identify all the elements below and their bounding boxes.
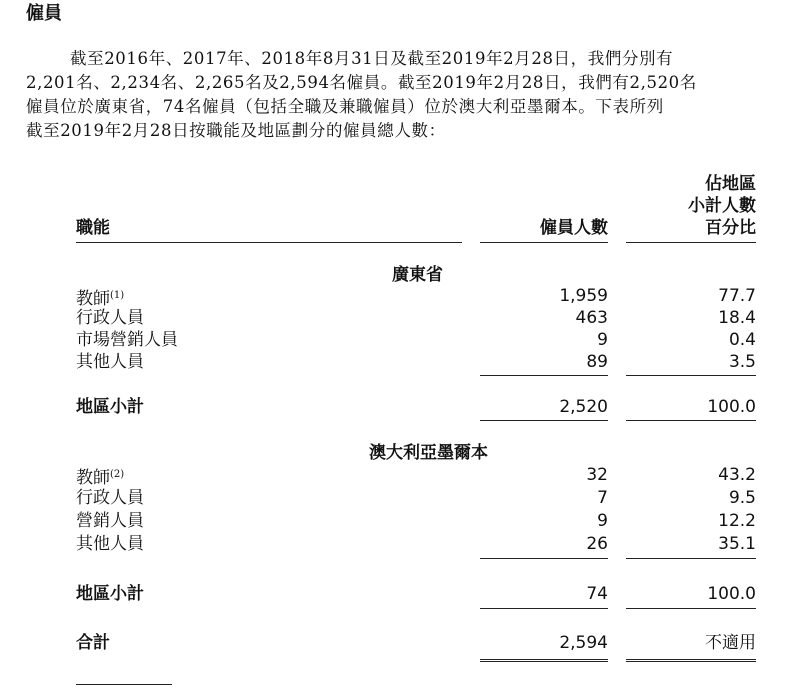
row-count: 89 [586, 352, 608, 372]
header-pct-line-3: 百分比 [705, 218, 756, 238]
total-double-rule-pct [626, 659, 756, 665]
header-function: 職能 [76, 218, 110, 238]
table-row [0, 487, 800, 509]
region-title-melbourne: 澳大利亞墨爾本 [369, 443, 488, 463]
subtotal-rule-pct [626, 375, 756, 376]
header-rule-function [76, 242, 462, 243]
row-count: 463 [575, 308, 608, 328]
row-count: 26 [586, 534, 608, 554]
row-pct: 100.0 [707, 397, 756, 417]
table-row [0, 307, 800, 329]
row-count: 2,520 [559, 397, 608, 417]
row-count: 9 [597, 511, 608, 531]
subtotal-rule-count [480, 558, 608, 559]
header-pct-line-1: 佔地區 [705, 174, 756, 194]
subtotal-rule-count [480, 375, 608, 376]
header-rule-pct [626, 242, 756, 243]
header-pct-line-2: 小計人數 [688, 196, 756, 216]
total-double-rule-count [480, 659, 608, 665]
table-row [0, 510, 800, 532]
row-count: 1,959 [559, 286, 608, 306]
header-rule-count [480, 242, 608, 243]
row-label: 行政人員 [76, 308, 144, 328]
region-title-guangdong: 廣東省 [392, 265, 443, 285]
paragraph-line-3: 僱員位於廣東省，74名僱員（包括全職及兼職僱員）位於澳大利亞墨爾本。下表所列 [26, 97, 664, 116]
row-label: 市場營銷人員 [76, 330, 178, 350]
row-pct: 9.5 [728, 488, 756, 508]
row-count: 32 [586, 465, 608, 485]
row-pct: 0.4 [728, 330, 756, 350]
subtotal-rule-pct [626, 558, 756, 559]
subtotal-row-guangdong [0, 396, 800, 418]
row-pct: 35.1 [718, 534, 756, 554]
row-label: 合計 [76, 633, 110, 653]
subtotal-row-melbourne [0, 583, 800, 605]
subtotal-bottom-rule-count [480, 420, 608, 421]
row-count: 74 [586, 584, 608, 604]
table-row [0, 464, 800, 486]
row-pct: 3.5 [728, 352, 756, 372]
row-count: 9 [597, 330, 608, 350]
row-pct: 12.2 [718, 511, 756, 531]
table-row [0, 285, 800, 307]
row-label: 行政人員 [76, 488, 144, 508]
section-heading: 僱員 [26, 3, 62, 24]
row-pct: 不適用 [705, 633, 756, 653]
row-label: 其他人員 [76, 352, 144, 372]
row-pct: 77.7 [718, 286, 756, 306]
row-count: 7 [597, 488, 608, 508]
table-row [0, 329, 800, 351]
row-label: 地區小計 [76, 397, 144, 417]
paragraph-line-4: 截至2019年2月28日按職能及地區劃分的僱員總人數： [26, 121, 446, 140]
row-count: 2,594 [559, 633, 608, 653]
row-label: 教師$^{(2)}$ [76, 468, 125, 488]
table-row [0, 351, 800, 373]
subtotal-bottom-rule-pct [626, 608, 756, 609]
subtotal-bottom-rule-count [480, 608, 608, 609]
row-pct: 43.2 [718, 465, 756, 485]
footnote-rule [76, 684, 172, 685]
row-label: 地區小計 [76, 584, 144, 604]
total-row [0, 632, 800, 654]
row-label: 教師$^{(1)}$ [76, 289, 125, 309]
row-pct: 18.4 [718, 308, 756, 328]
paragraph-line-2: 2,201名、2,234名、2,265名及2,594名僱員。截至2019年2月28日，我們有2,520名 [26, 73, 697, 92]
subtotal-bottom-rule-pct [626, 420, 756, 421]
row-label: 營銷人員 [76, 511, 144, 531]
paragraph-line-1: 截至2016年、2017年、2018年8月31日及截至2019年2月28日，我們分別有 [70, 49, 674, 68]
header-count: 僱員人數 [540, 218, 608, 238]
row-pct: 100.0 [707, 584, 756, 604]
table-row [0, 533, 800, 555]
row-label: 其他人員 [76, 534, 144, 554]
